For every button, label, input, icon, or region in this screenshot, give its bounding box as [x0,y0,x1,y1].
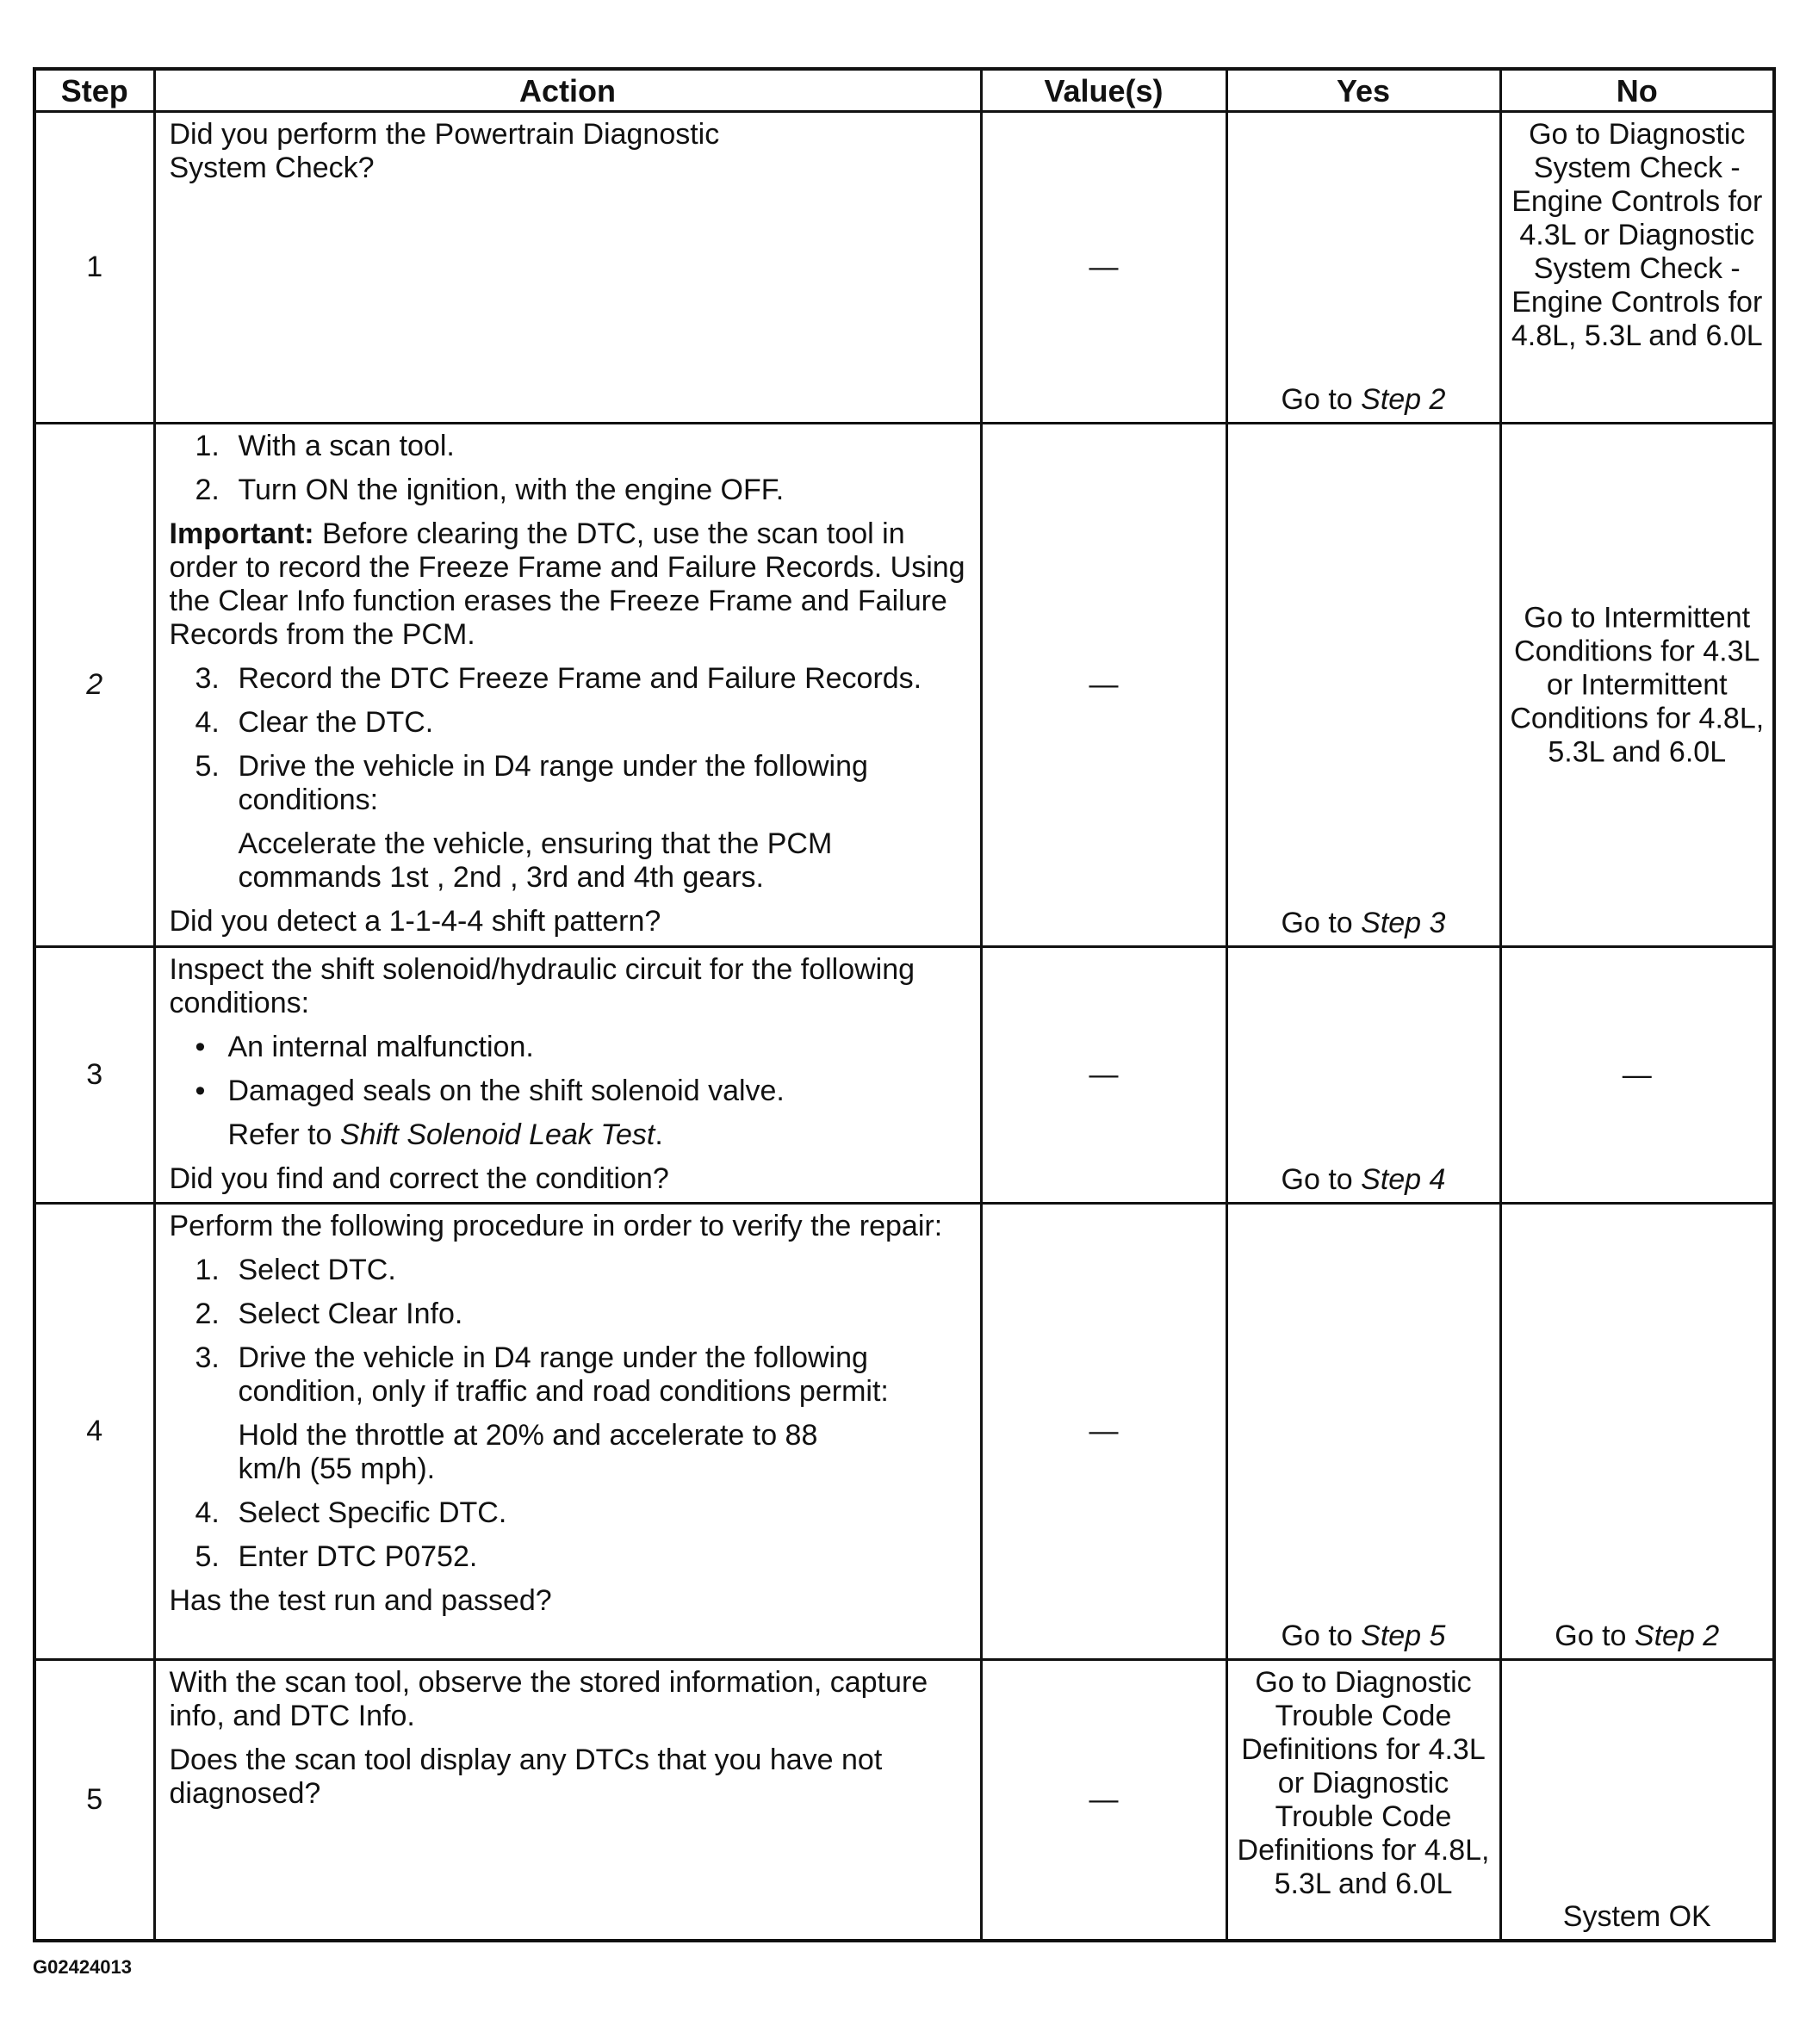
list-item: 5. Enter DTC P0752. [195,1540,478,1573]
value-cell: — [981,947,1226,1204]
list-item: 3. Drive the vehicle in D4 range under the following condition, only if traffic and road conditions permit: [195,1341,889,1408]
bullet-item: • An internal malfunction. [195,1031,534,1063]
no-cell [1500,947,1774,1204]
no-link[interactable]: Go to Step 2 [1555,1620,1720,1652]
action-cell [154,1660,981,1941]
header-step: Step [34,69,154,112]
step-number: 4 [34,1204,154,1660]
table-row-step-2 [34,424,1774,947]
list-item: 4. Clear the DTC. [195,706,434,739]
yes-link[interactable]: Go to Step 4 [1281,1163,1446,1196]
no-cell [1500,1660,1774,1941]
sub-instruction: Accelerate the vehicle, ensuring that the PCM commands 1st , 2nd , 3rd and 4th gears. [238,827,833,894]
no-text: — [1622,1058,1652,1091]
table-row-step-1 [34,112,1774,424]
step-number: 5 [34,1660,154,1941]
value-cell: — [981,1204,1226,1660]
table-header-row [34,69,1774,112]
list-item: 1. Select DTC. [195,1254,396,1286]
header-no: No [1500,69,1774,112]
table-row-step-4 [34,1204,1774,1660]
no-text: System OK [1562,1899,1711,1933]
header-yes: Yes [1226,69,1500,112]
action-question: Did you find and correct the condition? [169,1162,669,1195]
value-cell: — [981,112,1226,424]
action-cell [154,947,981,1204]
value-cell: — [981,1660,1226,1941]
refer-link[interactable]: Shift Solenoid Leak Test [339,1118,655,1151]
action-question: Did you detect a 1-1-4-4 shift pattern? [169,905,661,938]
header-values: Value(s) [981,69,1226,112]
step-number: 3 [34,947,154,1204]
diagnostic-table [33,67,1776,1942]
table-row-step-3 [34,947,1774,1204]
action-question: Does the scan tool display any DTCs that you have not diagnosed? [169,1744,883,1810]
action-text: Did you perform the Powertrain Diagnostic System Check? [169,118,720,184]
bullet-item: • Damaged seals on the shift solenoid valve. [195,1075,785,1107]
action-text: Perform the following procedure in order to verify the repair: [169,1210,943,1242]
yes-cell [1226,112,1500,424]
important-note: Important: Before clearing the DTC, use the scan tool in order to record the Freeze Frame and Failure Records. Using the Clear Info function erases the Freeze Frame and Failure Records from the PCM. [169,517,965,651]
action-cell [154,424,981,947]
list-item: 4. Select Specific DTC. [195,1496,507,1529]
step-number: 1 [34,112,154,424]
action-cell [154,112,981,424]
refer-note: Refer to Shift Solenoid Leak Test. [227,1118,663,1151]
step-number: 2 [34,424,154,947]
action-text: Inspect the shift solenoid/hydraulic circuit for the following conditions: [169,953,915,1019]
action-cell [154,1204,981,1660]
table-row-step-5 [34,1660,1774,1941]
list-item: 2. Select Clear Info. [195,1298,463,1330]
no-cell [1500,1204,1774,1660]
figure-code: G02424013 [33,1956,132,1978]
no-cell [1500,112,1774,424]
list-item: 2. Turn ON the ignition, with the engine OFF. [195,474,785,506]
action-question: Has the test run and passed? [169,1584,552,1617]
yes-text[interactable]: Go to Diagnostic Trouble Code Definitions for 4.3L or Diagnostic Trouble Code Definitions for 4.8L, 5.3L and 6.0L [1237,1666,1490,1900]
yes-link[interactable]: Go to Step 5 [1281,1620,1446,1652]
yes-cell [1226,1660,1500,1941]
yes-link[interactable]: Go to Step 2 [1281,383,1446,416]
header-action: Action [154,69,981,112]
sub-instruction: Hold the throttle at 20% and accelerate to 88 km/h (55 mph). [238,1419,818,1485]
value-cell: — [981,424,1226,947]
no-text[interactable]: Go to Intermittent Conditions for 4.3L or Intermittent Conditions for 4.8L, 5.3L and 6.0L [1510,601,1765,768]
no-text[interactable]: Go to Diagnostic System Check - Engine Controls for 4.3L or Diagnostic System Check - Engine Controls for 4.8L, 5.3L and 6.0L [1511,118,1763,352]
no-cell [1500,424,1774,947]
list-item: 5. Drive the vehicle in D4 range under the following conditions: [195,750,868,816]
yes-cell [1226,1204,1500,1660]
action-text: With the scan tool, observe the stored information, capture info, and DTC Info. [169,1666,928,1732]
yes-cell [1226,947,1500,1204]
yes-link[interactable]: Go to Step 3 [1281,907,1446,939]
list-item: 3. Record the DTC Freeze Frame and Failure Records. [195,662,922,695]
yes-cell [1226,424,1500,947]
list-item: 1. With a scan tool. [195,430,455,462]
